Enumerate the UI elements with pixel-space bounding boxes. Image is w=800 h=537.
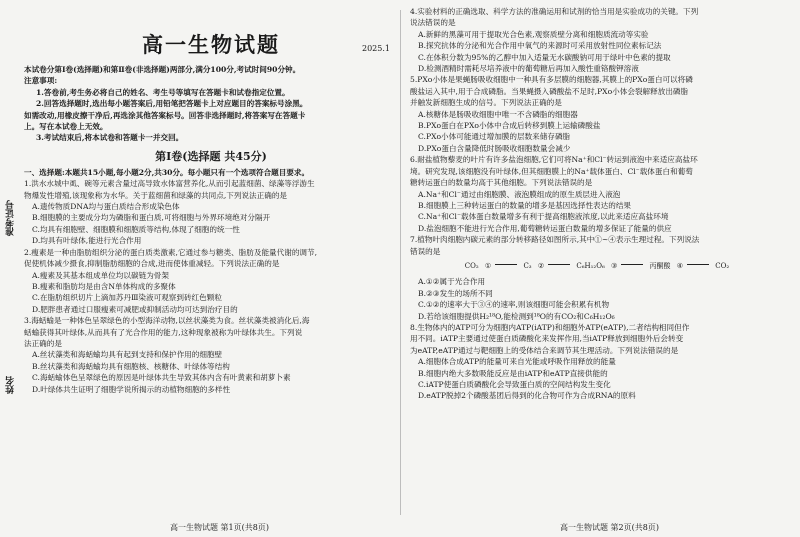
option-d: D.检测酒精时需耗尽培养液中的葡萄糖后再加入酸性重铬酸钾溶液 (418, 64, 639, 74)
flow-node: CO₂ (715, 261, 730, 270)
question-stem: 2.瘦素是一种由脂肪组织分泌的蛋白质类激素,它通过参与糖类、脂肪及能量代谢的调节, (24, 247, 318, 257)
option-d: D.若给该细胞提供H₂¹⁸O,能检测到¹⁸O的有CO₂和C₆H₁₂O₆ (418, 311, 615, 321)
question-stem: 1.洪水水城中虱、碗等元素含量过高导致水体富营养化,从而引起蓝细菌、绿藻等浮游生 (24, 179, 315, 189)
question-stem: 境。研究发现,该细胞没有叶绿体,但其细胞膜上的Na⁺载体蛋白、Cl⁻载体蛋白和葡萄 (410, 166, 693, 176)
option-b: B.丝状藻类和海蛞蝓均具有细胞核、核糖体、叶绿体等结构 (32, 361, 230, 371)
part-header: 一、选择题:本题共15小题,每小题2分,共30分。每小题只有一个选项符合题目要求。 (24, 167, 310, 177)
option-b: B.PXo蛋白在PXo小体中合成后转移到膜上运输磷酸盐 (418, 121, 601, 131)
option-a: A.Na⁺和Cl⁻通过由细胞膜、液泡膜组成的原生质层进入液泡 (418, 189, 621, 199)
flow-step-label: ③ (611, 261, 618, 270)
option-a: A.丝状藻类和海蛞蝓均具有起到支持和保护作用的细胞壁 (32, 350, 223, 360)
note-line: 如需改动,用橡皮擦干净后,再选涂其他答案标号。回答非选择题时,将答案写在答题卡 (24, 110, 306, 120)
question-stem: 法正确的是 (24, 338, 62, 348)
option-b: B.②③发生的场所不同 (418, 288, 493, 298)
question-stem: 6.耐盐植物藜麦的叶片有许多盐泡细胞,它们可将Na⁺和Cl⁻转运到液泡中来适应高盐环 (410, 155, 698, 165)
page-title: 高一生物试题 (142, 32, 280, 57)
question-stem: 用不同。iATP主要通过使蛋白质磷酸化来发挥作用,当iATP释放到细胞外后会转变 (410, 334, 684, 344)
option-a: A.细胞体合成ATP的能量可来自光能或呼吸作用释放的能量 (418, 357, 616, 367)
page-2-footer: 高一生物试题 第2页(共8页) (560, 523, 659, 532)
flow-node: CO₂ (464, 261, 479, 270)
question-stem: 物爆发性增殖,该现象称为水华。关于蓝细菌和绿藻的共同点,下列说法正确的是 (24, 190, 288, 200)
option-b: B.细胞内绝大多数吸能反应是由iATP和eATP直接供能的 (418, 368, 608, 378)
option-b: B.瘦素和脂肪均是由含N单体构成的多聚体 (32, 281, 176, 291)
question-stem: 蛞蝓获得其叶绿体,从而具有了光合作用的能力,这种现象被称为叶绿体共生。下列说 (24, 327, 303, 337)
page-divider (400, 10, 401, 515)
question-stem: 并触发新细胞生成的信号。下列说法正确的是 (410, 98, 562, 108)
option-a: A.①②属于光合作用 (418, 277, 486, 287)
question-1 (24, 178, 398, 246)
notes-title: 注意事项: (24, 76, 58, 86)
option-a: A.遗传物质DNA均与蛋白质结合形成染色体 (32, 202, 180, 212)
question-7 (410, 234, 784, 322)
question-6 (410, 154, 784, 234)
arrow-icon (621, 264, 643, 265)
question-stem: 5.PXo小体是果蝇肠吸收细胞中一种具有多层膜的细胞器,其膜上的PXo蛋白可以将磷 (410, 75, 693, 85)
option-b: B.探究抗体的分泌和光合作用中氧气的来源时可采用放射性同位素标记法 (418, 41, 662, 51)
option-b: B.细胞膜上三种转运蛋白的数量的增多是基因选择性表达的结果 (418, 200, 632, 210)
option-d: D.eATP脱掉2个磷酸基团后得到的化合物可作为合成RNA的原料 (418, 391, 636, 401)
option-c: C.均具有细胞壁、细胞膜和细胞质等结构,体现了细胞的统一性 (32, 224, 240, 234)
arrow-icon (548, 264, 570, 265)
question-stem: 酸盐运入其中,用于合成磷脂。当果蝇摄入磷酸盐不足时,PXo小体会裂解释放出磷脂 (410, 86, 689, 96)
question-stem: 3.海蛞蝓是一种体色呈翠绿色的小型海洋动物,以丝状藻类为食。丝状藻类被消化后,海 (24, 316, 310, 326)
arrow-icon (687, 264, 709, 265)
note-line: 2.回答选择题时,选出每小题答案后,用铅笔把答题卡上对应题目的答案标号涂黑。 (36, 99, 308, 109)
option-d: D.盐泡细胞不能进行光合作用,葡萄糖转运蛋白数量的增多保证了能量的供应 (418, 223, 672, 233)
page-2 (410, 6, 784, 518)
question-2 (24, 247, 398, 315)
question-stem: 为eATP,eATP通过与靶细胞上的受体结合来调节其生理活动。下列说法错误的是 (410, 345, 679, 355)
option-c: C.在体积分数为95%的乙醇中加入适量无水碳酸钠可用于绿叶中色素的提取 (418, 52, 671, 62)
flow-node: C₃ (523, 261, 532, 270)
flow-step-label: ② (537, 261, 545, 270)
question-stem: 错误的是 (410, 246, 441, 256)
arrow-icon (495, 264, 517, 265)
question-4 (410, 6, 784, 74)
carbon-flow-diagram (410, 261, 784, 272)
option-d: D.PXo蛋白含量降低时肠吸收细胞数量会减少 (418, 143, 571, 153)
option-c: C.海蛞蝓体色呈翠绿色的原因是叶绿体共生导致其体内含有叶黄素和胡萝卜素 (32, 373, 291, 383)
option-a: A.核糖体是肠吸收细胞中唯一不含磷脂的细胞器 (418, 109, 578, 119)
option-d: D.肥胖患者通过口服瘦素可减肥或抑制活动均可达到治疗目的 (32, 304, 238, 314)
section-title: 第Ⅰ卷(选择题 共45分) (155, 149, 267, 163)
note-line: 上。写在本试卷上无效。 (24, 122, 108, 132)
binding-margin-label (4, 290, 22, 330)
exam-date: 2025.1 (362, 44, 390, 53)
option-c: C.iATP使蛋白质磷酸化会导致蛋白质的空间结构发生变化 (418, 380, 611, 389)
question-stem: 促使机体减少摄食,抑制脂肪细胞的合成,进而使体重减轻。下列说法正确的是 (24, 259, 280, 269)
question-stem: 说法错误的是 (410, 18, 456, 28)
question-5 (410, 74, 784, 154)
question-8 (410, 322, 784, 402)
question-stem: 7.植物叶肉细胞内碳元素的部分转移路径如图所示,其中①~④表示生理过程。下列说法 (410, 235, 700, 245)
question-3 (24, 315, 398, 395)
option-d: D.均具有叶绿体,能进行光合作用 (32, 236, 142, 246)
name-label: 姓名 (6, 376, 16, 394)
intro-text: 本试卷分第Ⅰ卷(选择题)和第Ⅱ卷(非选择题)两部分,满分100分,考试时间90分钟。 (24, 65, 301, 74)
question-stem: 8.生物体内的ATP可分为细胞内ATP(iATP)和细胞外ATP(eATP),二者结构相同但作 (410, 322, 690, 332)
exam-number-label: 准考证号 (6, 200, 16, 236)
question-stem: 4.实验材料的正确选取、科学方法的准确运用和试剂的恰当用是实验成功的关键。下列 (410, 7, 699, 16)
flow-node: C₆H₁₂O₆ (576, 261, 605, 270)
option-c: C.Na⁺和Cl⁻载体蛋白数量增多有利于提高细胞液浓度,以此来适应高盐环境 (418, 212, 669, 222)
page-1 (24, 6, 398, 518)
flow-node: 丙酮酸 (649, 261, 671, 270)
option-a: A.新鲜的黑藻可用于提取光合色素,观察质壁分离和细胞质流动等实验 (418, 29, 649, 39)
note-line: 3.考试结束后,将本试卷和答题卡一并交回。 (36, 133, 184, 143)
flow-step-label: ④ (676, 261, 684, 270)
page-1-footer: 高一生物试题 第1页(共8页) (170, 523, 269, 532)
option-a: A.瘦素及其基本组成单位均以碳链为骨架 (32, 270, 169, 280)
flow-step-label: ① (484, 261, 492, 270)
option-c: C.PXo小体可能通过增加膜的层数来储存磷脂 (418, 132, 571, 142)
question-stem: 糖转运蛋白的数量均高于其他细胞。下列说法错误的是 (410, 178, 593, 188)
option-d: D.叶绿体共生证明了细胞学说所揭示的动植物细胞的多样性 (32, 384, 231, 394)
note-line: 1.答卷前,考生务必将自己的姓名、考生号等填写在答题卡和试卷指定位置。 (36, 87, 290, 97)
option-c: C.在脂肪组织切片上滴加苏丹Ⅲ染液可观察到砖红色颗粒 (32, 293, 222, 303)
option-c: C.①②的速率大于③④的速率,则该细胞可能会积累有机物 (418, 300, 610, 310)
option-b: B.细胞膜的主要成分均为磷脂和蛋白质,可将细胞与外界环境绝对分隔开 (32, 213, 271, 223)
